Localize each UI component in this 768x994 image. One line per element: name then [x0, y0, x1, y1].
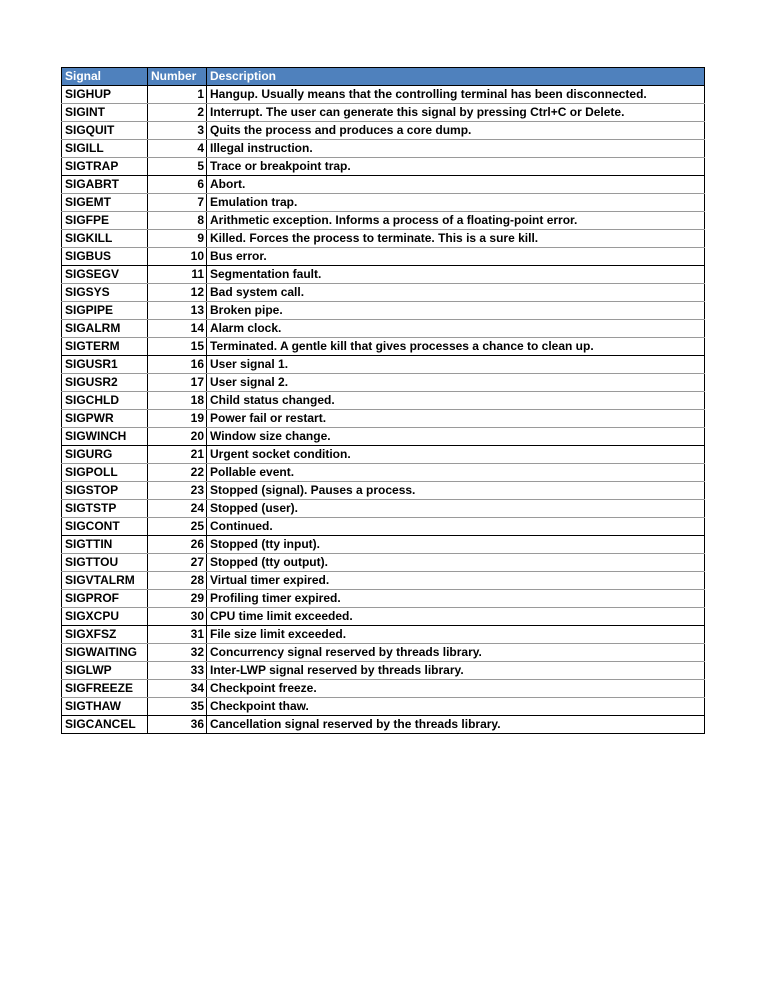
signal-cell: SIGTERM	[62, 338, 148, 356]
description-cell: Bus error.	[207, 248, 705, 266]
table-row	[62, 194, 705, 212]
description-cell: Power fail or restart.	[207, 410, 705, 428]
header-description: Description	[207, 68, 705, 86]
signal-table	[61, 67, 705, 734]
table-row	[62, 176, 705, 194]
signal-cell: SIGFREEZE	[62, 680, 148, 698]
description-cell: Cancellation signal reserved by the threads library.	[207, 716, 705, 734]
signal-cell: SIGXFSZ	[62, 626, 148, 644]
table-header	[62, 68, 705, 86]
signal-cell: SIGCANCEL	[62, 716, 148, 734]
description-cell: Concurrency signal reserved by threads library.	[207, 644, 705, 662]
signal-cell: SIGEMT	[62, 194, 148, 212]
description-cell: Terminated. A gentle kill that gives processes a chance to clean up.	[207, 338, 705, 356]
signal-cell: SIGURG	[62, 446, 148, 464]
number-cell: 14	[148, 320, 207, 338]
description-cell: Illegal instruction.	[207, 140, 705, 158]
signal-cell: SIGALRM	[62, 320, 148, 338]
number-cell: 23	[148, 482, 207, 500]
description-cell: Hangup. Usually means that the controlling terminal has been disconnected.	[207, 86, 705, 104]
table-row	[62, 428, 705, 446]
table-row	[62, 302, 705, 320]
signal-cell: SIGVTALRM	[62, 572, 148, 590]
signal-cell: SIGABRT	[62, 176, 148, 194]
table-row	[62, 410, 705, 428]
table-row	[62, 536, 705, 554]
table-row	[62, 392, 705, 410]
table-row	[62, 158, 705, 176]
table-row	[62, 230, 705, 248]
signal-cell: SIGPOLL	[62, 464, 148, 482]
number-cell: 1	[148, 86, 207, 104]
table-row	[62, 140, 705, 158]
description-cell: CPU time limit exceeded.	[207, 608, 705, 626]
description-cell: Pollable event.	[207, 464, 705, 482]
table-row	[62, 698, 705, 716]
table-row	[62, 626, 705, 644]
number-cell: 28	[148, 572, 207, 590]
description-cell: Bad system call.	[207, 284, 705, 302]
description-cell: Checkpoint freeze.	[207, 680, 705, 698]
signal-cell: SIGBUS	[62, 248, 148, 266]
table-row	[62, 680, 705, 698]
description-cell: Segmentation fault.	[207, 266, 705, 284]
table-row	[62, 644, 705, 662]
description-cell: User signal 2.	[207, 374, 705, 392]
table-row	[62, 356, 705, 374]
number-cell: 15	[148, 338, 207, 356]
table-row	[62, 266, 705, 284]
description-cell: Emulation trap.	[207, 194, 705, 212]
signal-cell: SIGHUP	[62, 86, 148, 104]
description-cell: Inter-LWP signal reserved by threads library.	[207, 662, 705, 680]
table-row	[62, 662, 705, 680]
number-cell: 10	[148, 248, 207, 266]
signal-cell: SIGTHAW	[62, 698, 148, 716]
signal-cell: SIGQUIT	[62, 122, 148, 140]
signal-cell: SIGSTOP	[62, 482, 148, 500]
table-row	[62, 554, 705, 572]
number-cell: 2	[148, 104, 207, 122]
number-cell: 5	[148, 158, 207, 176]
description-cell: Profiling timer expired.	[207, 590, 705, 608]
description-cell: Stopped (tty input).	[207, 536, 705, 554]
signal-cell: SIGXCPU	[62, 608, 148, 626]
description-cell: Checkpoint thaw.	[207, 698, 705, 716]
number-cell: 19	[148, 410, 207, 428]
signal-cell: SIGLWP	[62, 662, 148, 680]
number-cell: 7	[148, 194, 207, 212]
number-cell: 36	[148, 716, 207, 734]
description-cell: Interrupt. The user can generate this signal by pressing Ctrl+C or Delete.	[207, 104, 705, 122]
signal-cell: SIGKILL	[62, 230, 148, 248]
description-cell: User signal 1.	[207, 356, 705, 374]
description-cell: Virtual timer expired.	[207, 572, 705, 590]
number-cell: 35	[148, 698, 207, 716]
table-row	[62, 608, 705, 626]
header-row	[62, 68, 705, 86]
number-cell: 33	[148, 662, 207, 680]
description-cell: Child status changed.	[207, 392, 705, 410]
description-cell: Trace or breakpoint trap.	[207, 158, 705, 176]
number-cell: 9	[148, 230, 207, 248]
table-row	[62, 446, 705, 464]
description-cell: Killed. Forces the process to terminate. This is a sure kill.	[207, 230, 705, 248]
table-row	[62, 572, 705, 590]
table-row	[62, 122, 705, 140]
table-row	[62, 212, 705, 230]
number-cell: 31	[148, 626, 207, 644]
description-cell: Continued.	[207, 518, 705, 536]
description-cell: Stopped (user).	[207, 500, 705, 518]
description-cell: Stopped (signal). Pauses a process.	[207, 482, 705, 500]
signal-cell: SIGTTIN	[62, 536, 148, 554]
number-cell: 25	[148, 518, 207, 536]
number-cell: 12	[148, 284, 207, 302]
signal-cell: SIGSYS	[62, 284, 148, 302]
table-row	[62, 482, 705, 500]
signal-cell: SIGFPE	[62, 212, 148, 230]
number-cell: 8	[148, 212, 207, 230]
number-cell: 11	[148, 266, 207, 284]
number-cell: 17	[148, 374, 207, 392]
signal-cell: SIGUSR1	[62, 356, 148, 374]
number-cell: 3	[148, 122, 207, 140]
table-row	[62, 86, 705, 104]
table-row	[62, 104, 705, 122]
number-cell: 29	[148, 590, 207, 608]
number-cell: 30	[148, 608, 207, 626]
description-cell: Stopped (tty output).	[207, 554, 705, 572]
signal-cell: SIGTTOU	[62, 554, 148, 572]
signal-cell: SIGCONT	[62, 518, 148, 536]
description-cell: File size limit exceeded.	[207, 626, 705, 644]
table-row	[62, 590, 705, 608]
signal-cell: SIGCHLD	[62, 392, 148, 410]
table-row	[62, 500, 705, 518]
number-cell: 6	[148, 176, 207, 194]
header-signal: Signal	[62, 68, 148, 86]
number-cell: 24	[148, 500, 207, 518]
number-cell: 18	[148, 392, 207, 410]
signal-cell: SIGUSR2	[62, 374, 148, 392]
signal-cell: SIGILL	[62, 140, 148, 158]
signal-cell: SIGTSTP	[62, 500, 148, 518]
table-row	[62, 320, 705, 338]
number-cell: 27	[148, 554, 207, 572]
number-cell: 34	[148, 680, 207, 698]
description-cell: Alarm clock.	[207, 320, 705, 338]
number-cell: 4	[148, 140, 207, 158]
table-body	[62, 86, 705, 734]
signal-cell: SIGTRAP	[62, 158, 148, 176]
table-row	[62, 284, 705, 302]
number-cell: 26	[148, 536, 207, 554]
table-row	[62, 464, 705, 482]
description-cell: Window size change.	[207, 428, 705, 446]
header-number: Number	[148, 68, 207, 86]
table-row	[62, 248, 705, 266]
signal-cell: SIGINT	[62, 104, 148, 122]
table-row	[62, 338, 705, 356]
number-cell: 32	[148, 644, 207, 662]
number-cell: 20	[148, 428, 207, 446]
description-cell: Urgent socket condition.	[207, 446, 705, 464]
number-cell: 21	[148, 446, 207, 464]
signal-cell: SIGWINCH	[62, 428, 148, 446]
number-cell: 16	[148, 356, 207, 374]
description-cell: Quits the process and produces a core dump.	[207, 122, 705, 140]
description-cell: Arithmetic exception. Informs a process of a floating-point error.	[207, 212, 705, 230]
table-row	[62, 518, 705, 536]
signal-cell: SIGPWR	[62, 410, 148, 428]
table-row	[62, 716, 705, 734]
signal-cell: SIGPROF	[62, 590, 148, 608]
number-cell: 13	[148, 302, 207, 320]
signal-cell: SIGSEGV	[62, 266, 148, 284]
number-cell: 22	[148, 464, 207, 482]
description-cell: Broken pipe.	[207, 302, 705, 320]
table-row	[62, 374, 705, 392]
signal-cell: SIGPIPE	[62, 302, 148, 320]
description-cell: Abort.	[207, 176, 705, 194]
signal-cell: SIGWAITING	[62, 644, 148, 662]
